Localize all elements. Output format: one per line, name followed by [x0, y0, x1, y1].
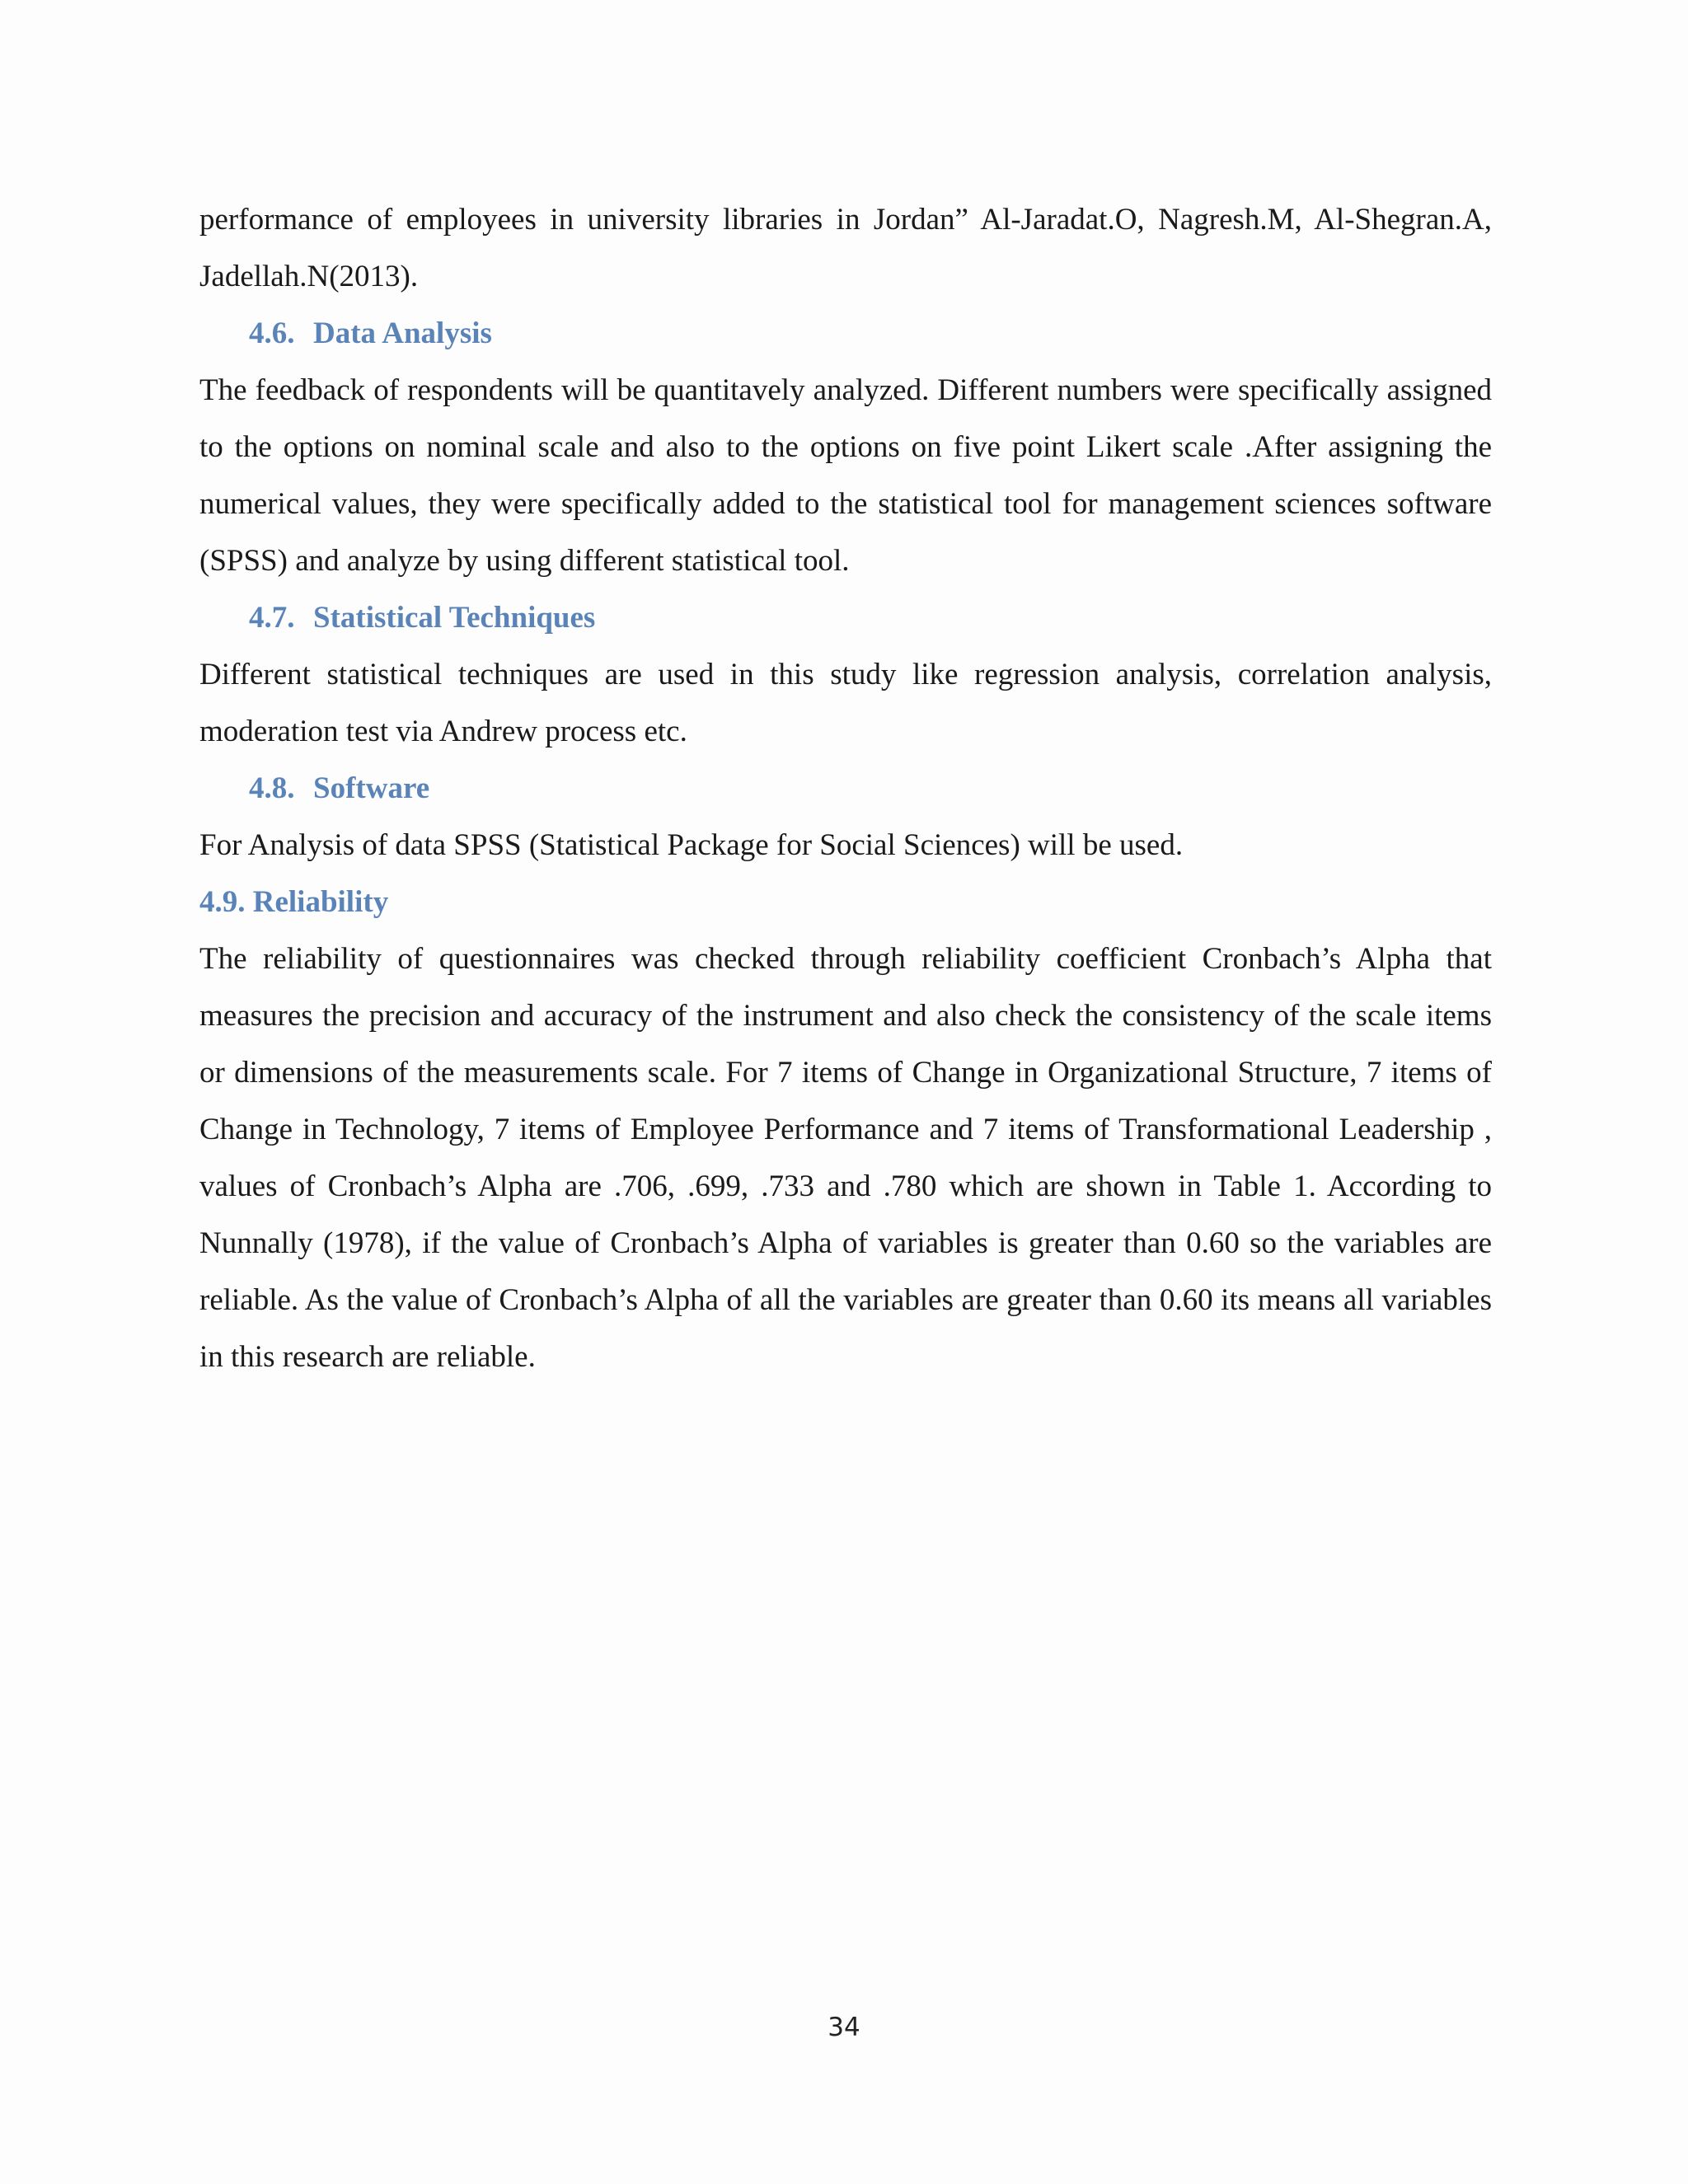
page-content [199, 191, 1492, 1385]
section-title: Software [313, 771, 430, 805]
reliability-paragraph: The reliability of questionnaires was checked through reliability coefficient Cronbach’s Alpha that measures the precision and accuracy of the instrument and also check the consistency of the scale items or dimensions of the measurements scale. For 7 items of Change in Organizational Structure, 7 items of Change in Technology, 7 items of Employee Performance and 7 items of Transformational Leadership , values of Cronbach’s Alpha are .706, .699, .733 and .780 which are shown in Table 1. According to Nunnally (1978), if the value of Cronbach’s Alpha of variables is greater than 0.60 so the variables are reliable. As the value of Cronbach’s Alpha of all the variables are greater than 0.60 its means all variables in this research are reliable. [199, 942, 1492, 1374]
section-number: 4.6. [249, 316, 295, 350]
section-heading-software [199, 760, 1492, 817]
section-heading-statistical-techniques [199, 589, 1492, 646]
section-title: Statistical Techniques [313, 601, 596, 635]
data-analysis-paragraph: The feedback of respondents will be quantitavely analyzed. Different numbers were specifically assigned to the options on nominal scale and also to the options on five point Likert scale .After assigning the numerical values, they were specifically added to the statistical tool for management sciences software (SPSS) and analyze by using different statistical tool. [199, 373, 1492, 578]
intro-paragraph: performance of employees in university libraries in Jordan” Al-Jaradat.O, Nagresh.M, Al-Shegran.A, Jadellah.N(2013). [199, 203, 1492, 293]
section-number: 4.7. [249, 601, 295, 635]
section-heading-data-analysis [199, 305, 1492, 362]
page-number: 34 [828, 2013, 860, 2042]
section-title: Data Analysis [313, 316, 492, 350]
section-heading-reliability: 4.9. Reliability [199, 885, 389, 919]
statistical-techniques-paragraph: Different statistical techniques are used in this study like regression analysis, correlation analysis, moderation test via Andrew process etc. [199, 658, 1492, 748]
software-paragraph: For Analysis of data SPSS (Statistical Package for Social Sciences) will be used. [199, 828, 1184, 862]
section-number: 4.8. [249, 771, 295, 805]
